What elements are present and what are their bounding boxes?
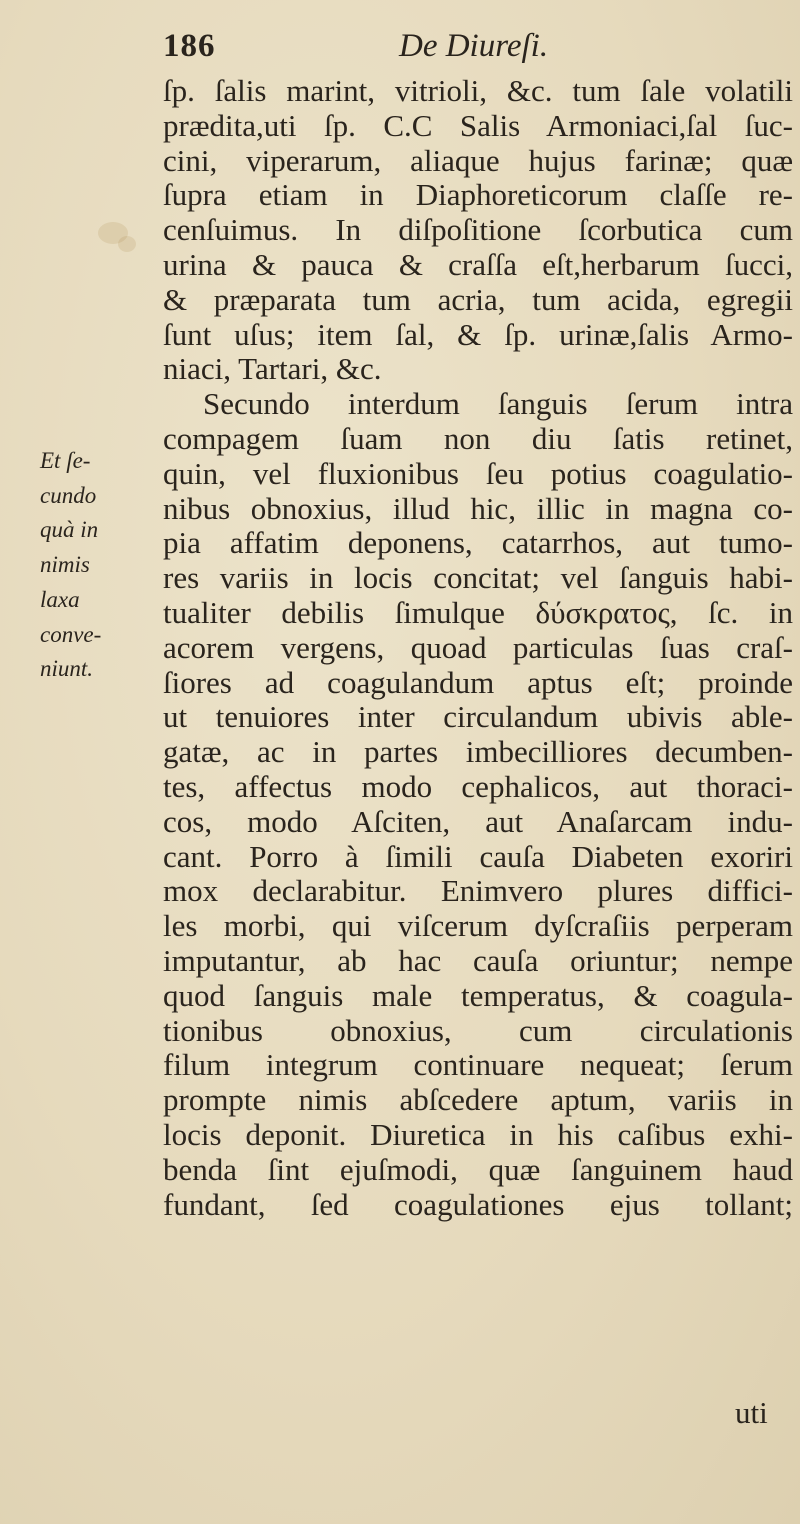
text-line: gatæ, ac in partes imbecilliores decumben- [163,735,793,770]
marginal-note-line: niunt. [40,656,94,682]
text-line: nibus obnoxius, illud hic, illic in magna co- [163,491,793,526]
text-line: locis deponit. Diuretica in his caſibus exhi- [163,1117,793,1152]
text-line: cant. Porro à ſimili cauſa Diabeten exoriri [163,839,793,874]
marginal-note [40,444,140,687]
text-line: compagem ſuam non diu ſatis retinet, [163,421,793,456]
text-line: tes, affectus modo cephalicos, aut thoraci- [163,769,793,804]
text-line: urina & pauca & craſſa eſt,herbarum ſucci, [163,247,793,282]
text-line: tionibus obnoxius, cum circulationis [163,1013,793,1048]
text-line: imputantur, ab hac cauſa oriuntur; nempe [163,943,793,978]
text-line: & præparata tum acria, tum acida, egregii [163,282,793,317]
marginal-note-line: quà in [40,517,99,543]
paper-stain [118,236,136,252]
page-number: 186 [163,28,216,64]
text-line: quin, vel fluxionibus ſeu potius coagulatio- [163,456,793,491]
text-line: filum integrum continuare nequeat; ſerum [163,1048,793,1083]
marginal-note-line: Et ſe- [40,448,91,473]
text-line: ſp. ſalis marint, vitrioli, &c. tum ſale volatili [163,74,793,108]
text-line: mox declarabitur. Enimvero plures diffici- [163,874,793,909]
text-line: prompte nimis abſcedere aptum, variis in [163,1083,793,1118]
text-line: ut tenuiores inter circulandum ubivis able- [163,700,793,735]
marginal-note-line: cundo [40,482,97,508]
text-line: niaci, Tartari, &c. [163,352,382,387]
text-line: ſunt uſus; item ſal, & ſp. urinæ,ſalis Armo- [163,317,793,352]
text-line: benda ſint ejuſmodi, quæ ſanguinem haud [163,1152,793,1187]
text-line: prædita,uti ſp. C.C Salis Armoniaci,ſal ſuc- [163,108,793,143]
running-head: De Diureſi. [399,28,549,64]
text-line: cenſuimus. In diſpoſitione ſcorbutica cum [163,213,793,248]
text-line: fundant, ſed coagulationes ejus tollant; [163,1187,793,1222]
text-line: les morbi, qui viſcerum dyſcraſiis perperam [163,909,793,944]
text-line: tualiter debilis ſimulque δύσκρατος, ſc. in [163,595,793,630]
text-line-paragraph-start: Secundo interdum ſanguis ſerum intra [203,387,793,422]
text-line: ſupra etiam in Diaphoreticorum claſſe re- [163,178,793,213]
marginal-note-line: nimis [40,552,90,578]
catchword: uti [735,1395,768,1430]
text-line: res variis in locis concitat; vel ſanguis habi- [163,561,793,596]
text-line: ſiores ad coagulandum aptus eſt; proinde [163,665,793,700]
text-line: quod ſanguis male temperatus, & coagula- [163,978,793,1013]
text-line: acorem vergens, quoad particulas ſuas craſ- [163,630,793,665]
text-line: pia affatim deponens, catarrhos, aut tumo- [163,526,793,561]
text-line: cini, viperarum, aliaque hujus farinæ; quæ [163,143,793,178]
page-header [163,22,723,70]
body-text [163,74,793,1222]
text-line: cos, modo Aſciten, aut Anaſarcam indu- [163,804,793,839]
marginal-note-line: laxa [40,586,80,612]
marginal-note-line: conve- [40,621,102,647]
